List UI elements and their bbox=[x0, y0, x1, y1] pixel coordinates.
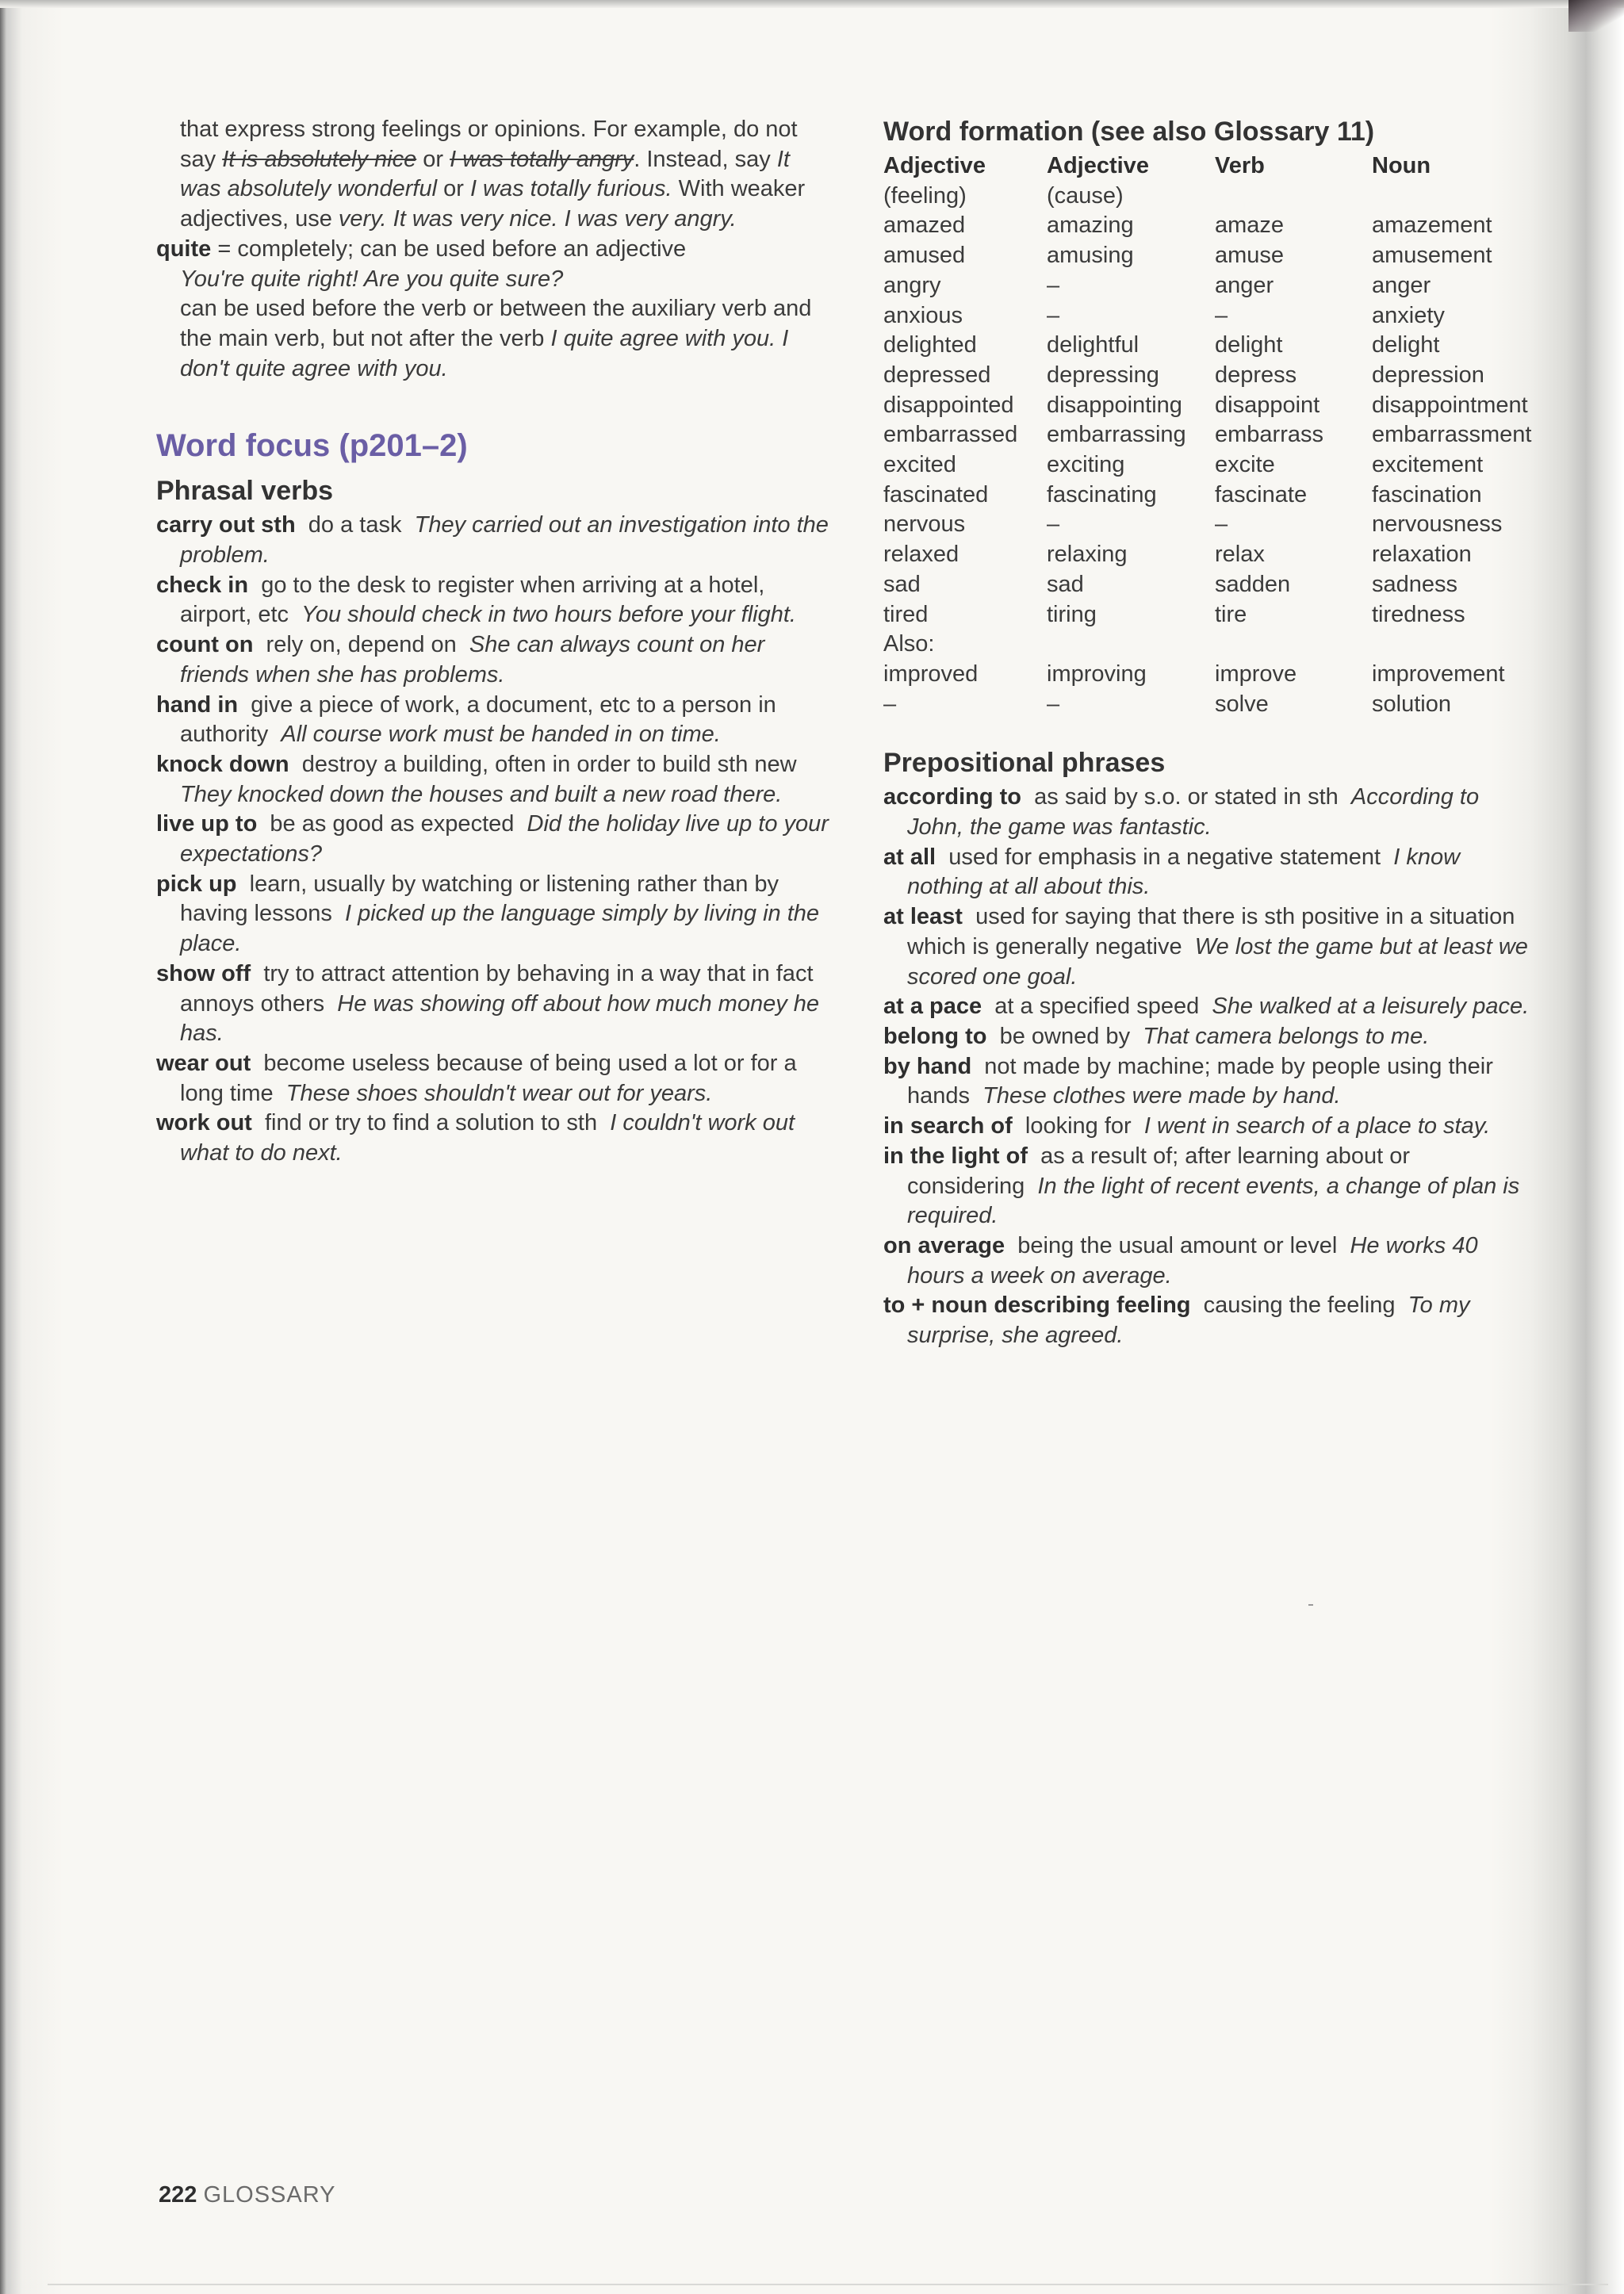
glossary-entry: at a pace at a specified speed She walked at a leisurely pace. bbox=[883, 994, 1530, 1020]
table-row bbox=[883, 361, 1531, 391]
glossary-entry: in search of looking for I went in search of a place to stay. bbox=[883, 1113, 1491, 1139]
table-subheader-row: (feeling) (cause) bbox=[883, 182, 1124, 209]
glossary-entry: at least used for saying that there is sth positive in a situation which is generally negative We lost the game but at least we scored one goal. bbox=[883, 904, 1528, 990]
table-cell: excitement bbox=[1372, 452, 1484, 478]
word-formation-table bbox=[883, 151, 1531, 719]
table-cell: relax bbox=[1215, 542, 1265, 568]
table-row bbox=[883, 660, 1531, 690]
table-cell: depressed bbox=[883, 362, 991, 388]
table-cell: amusing bbox=[1047, 243, 1134, 269]
glossary-entry: show off try to attract attention by behaving in a way that in fact annoys others He was showing off about how much money he has. bbox=[156, 960, 820, 1047]
print-speck bbox=[1308, 1604, 1313, 1606]
table-row bbox=[883, 301, 1531, 331]
table-cell: amusement bbox=[1372, 243, 1492, 269]
table-cell: improving bbox=[1047, 661, 1147, 687]
table-cell: solve bbox=[1215, 691, 1269, 717]
table-row bbox=[883, 420, 1531, 450]
table-cell: – bbox=[883, 691, 897, 717]
glossary-entry: pick up learn, usually by watching or listening rather than by having lessons I picked up the language simply by living in the place. bbox=[156, 871, 820, 957]
glossary-entry: work out find or try to find a solution to sth I couldn't work out what to do next. bbox=[156, 1110, 795, 1166]
incorrect-example: It is absolutely nice bbox=[222, 146, 417, 172]
table-cell: amazed bbox=[883, 213, 966, 239]
table-header-row: Adjective Adjective Verb Noun bbox=[883, 153, 1431, 178]
table-cell: anxiety bbox=[1372, 302, 1445, 328]
table-cell: sad bbox=[1047, 571, 1084, 597]
table-cell: disappoint bbox=[1215, 392, 1320, 418]
table-cell: disappointed bbox=[883, 392, 1014, 418]
table-cell: improve bbox=[1215, 661, 1297, 687]
table-also-row: Also: bbox=[883, 631, 935, 657]
table-cell: depression bbox=[1372, 362, 1484, 388]
page-corner-shadow bbox=[1568, 0, 1624, 32]
table-cell: – bbox=[1215, 302, 1228, 328]
table-cell: embarrassing bbox=[1047, 422, 1186, 448]
table-cell: anxious bbox=[883, 302, 963, 328]
table-cell: relaxation bbox=[1372, 542, 1472, 568]
table-cell: excited bbox=[883, 452, 956, 478]
table-cell: relaxing bbox=[1047, 542, 1128, 568]
glossary-entry: live up to be as good as expected Did the holiday live up to your expectations? bbox=[156, 811, 829, 867]
page-bottom-edge bbox=[48, 2284, 1608, 2285]
glossary-entry: in the light of as a result of; after learning about or considering In the light of recent events, a change of plan is required. bbox=[883, 1143, 1520, 1229]
table-cell: tire bbox=[1215, 601, 1247, 627]
word-focus-heading: Word focus (p201–2) bbox=[156, 428, 468, 464]
word-formation-heading: Word formation (see also Glossary 11) bbox=[883, 117, 1375, 147]
table-cell: sadden bbox=[1215, 571, 1291, 597]
table-cell: amaze bbox=[1215, 213, 1285, 239]
table-cell: – bbox=[1047, 691, 1060, 717]
word-formation-also-rows bbox=[883, 660, 1531, 719]
table-cell: fascinating bbox=[1047, 481, 1157, 507]
table-cell: disappointment bbox=[1372, 392, 1528, 418]
glossary-entry: carry out sth do a task They carried out an investigation into the problem. bbox=[156, 512, 829, 569]
intro-paragraph: that express strong feelings or opinions. For example, do not say It is absolutely nice or I was totally angry. Instead, say It was absolutely wonderful or I was totally furious. With weaker adjectives, use very. It was very nice. I was very angry. bbox=[180, 117, 806, 232]
table-row bbox=[883, 241, 1531, 271]
page-number: 222 bbox=[159, 2182, 197, 2208]
table-cell: – bbox=[1047, 302, 1060, 328]
glossary-entry: hand in give a piece of work, a document, etc to a person in authority All course work must be handed in on time. bbox=[156, 691, 776, 748]
table-cell: amazing bbox=[1047, 213, 1134, 239]
table-cell: delight bbox=[1215, 332, 1283, 358]
table-cell: amuse bbox=[1215, 243, 1285, 269]
table-row bbox=[883, 600, 1531, 630]
table-row bbox=[883, 391, 1531, 421]
table-cell: exciting bbox=[1047, 452, 1125, 478]
table-cell: improved bbox=[883, 661, 979, 687]
table-cell: delighted bbox=[883, 332, 977, 358]
left-column bbox=[156, 115, 830, 1169]
table-cell: anger bbox=[1215, 272, 1274, 298]
glossary-entry: according to as said by s.o. or stated in sth According to John, the game was fantastic. bbox=[883, 784, 1480, 841]
table-cell: fascinate bbox=[1215, 481, 1308, 507]
page-footer bbox=[159, 2182, 336, 2208]
glossary-entry: on average being the usual amount or level He works 40 hours a week on average. bbox=[883, 1232, 1478, 1289]
table-cell: – bbox=[1047, 511, 1060, 538]
table-row bbox=[883, 331, 1531, 361]
table-cell: angry bbox=[883, 272, 941, 298]
table-cell: improvement bbox=[1372, 661, 1505, 687]
table-cell: nervous bbox=[883, 511, 966, 538]
table-row bbox=[883, 690, 1531, 720]
table-cell: excite bbox=[1215, 452, 1275, 478]
table-cell: anger bbox=[1372, 272, 1431, 298]
incorrect-example: I was totally angry bbox=[450, 146, 634, 172]
table-cell: – bbox=[1215, 511, 1228, 538]
table-cell: embarrassment bbox=[1372, 422, 1532, 448]
table-cell: depressing bbox=[1047, 362, 1159, 388]
glossary-entry: knock down destroy a building, often in order to build sth new They knocked down the houses and built a new road there. bbox=[156, 751, 797, 807]
table-cell: fascination bbox=[1372, 481, 1482, 507]
glossary-entry: wear out become useless because of being used a lot or for a long time These shoes shouldn't wear out for years. bbox=[156, 1050, 797, 1106]
table-cell: embarrassed bbox=[883, 422, 1018, 448]
entry-term: quite bbox=[156, 236, 212, 262]
table-cell: delight bbox=[1372, 332, 1440, 358]
glossary-entry: check in go to the desk to register when arriving at a hotel, airport, etc You should check in two hours before your flight. bbox=[156, 572, 796, 628]
table-cell: tired bbox=[883, 601, 929, 627]
table-cell: amused bbox=[883, 243, 966, 269]
table-cell: amazement bbox=[1372, 213, 1492, 239]
table-cell: fascinated bbox=[883, 481, 989, 507]
table-cell: nervousness bbox=[1372, 511, 1503, 538]
table-cell: sadness bbox=[1372, 571, 1458, 597]
table-cell: tiredness bbox=[1372, 601, 1465, 627]
table-cell: relaxed bbox=[883, 542, 959, 568]
right-column bbox=[883, 115, 1534, 1351]
table-row bbox=[883, 540, 1531, 570]
table-cell: disappointing bbox=[1047, 392, 1182, 418]
table-cell: solution bbox=[1372, 691, 1451, 717]
phrasal-verbs-heading: Phrasal verbs bbox=[156, 476, 334, 507]
table-row bbox=[883, 570, 1531, 600]
table-row bbox=[883, 450, 1531, 481]
glossary-entry: by hand not made by machine; made by people using their hands These clothes were made by hand. bbox=[883, 1053, 1493, 1109]
table-row bbox=[883, 211, 1531, 241]
page-top-edge bbox=[0, 0, 1624, 8]
section-label: GLOSSARY bbox=[203, 2182, 336, 2208]
table-cell: – bbox=[1047, 272, 1060, 298]
glossary-entry: count on rely on, depend on She can always count on her friends when she has problems. bbox=[156, 632, 765, 687]
word-formation-rows bbox=[883, 211, 1531, 630]
glossary-entry: belong to be owned by That camera belongs to me. bbox=[883, 1023, 1430, 1049]
table-row bbox=[883, 271, 1531, 301]
table-cell: sad bbox=[883, 571, 921, 597]
quite-entry: quite = completely; can be used before an adjective You're quite right! Are you quite sure? can be used before the verb or between the auxiliary verb and the main verb, but not after the verb I quite agree with you. I don't quite agree with you. bbox=[156, 236, 812, 381]
prepositional-phrases-heading: Prepositional phrases bbox=[883, 748, 1166, 779]
table-cell: tiring bbox=[1047, 601, 1097, 627]
glossary-entry: at all used for emphasis in a negative statement I know nothing at all about this. bbox=[883, 844, 1461, 900]
table-row bbox=[883, 510, 1531, 540]
table-row bbox=[883, 481, 1531, 511]
table-cell: embarrass bbox=[1215, 422, 1323, 448]
table-cell: depress bbox=[1215, 362, 1297, 388]
glossary-entry: to + noun describing feeling causing the feeling To my surprise, she agreed. bbox=[883, 1293, 1470, 1349]
table-cell: delightful bbox=[1047, 332, 1139, 358]
